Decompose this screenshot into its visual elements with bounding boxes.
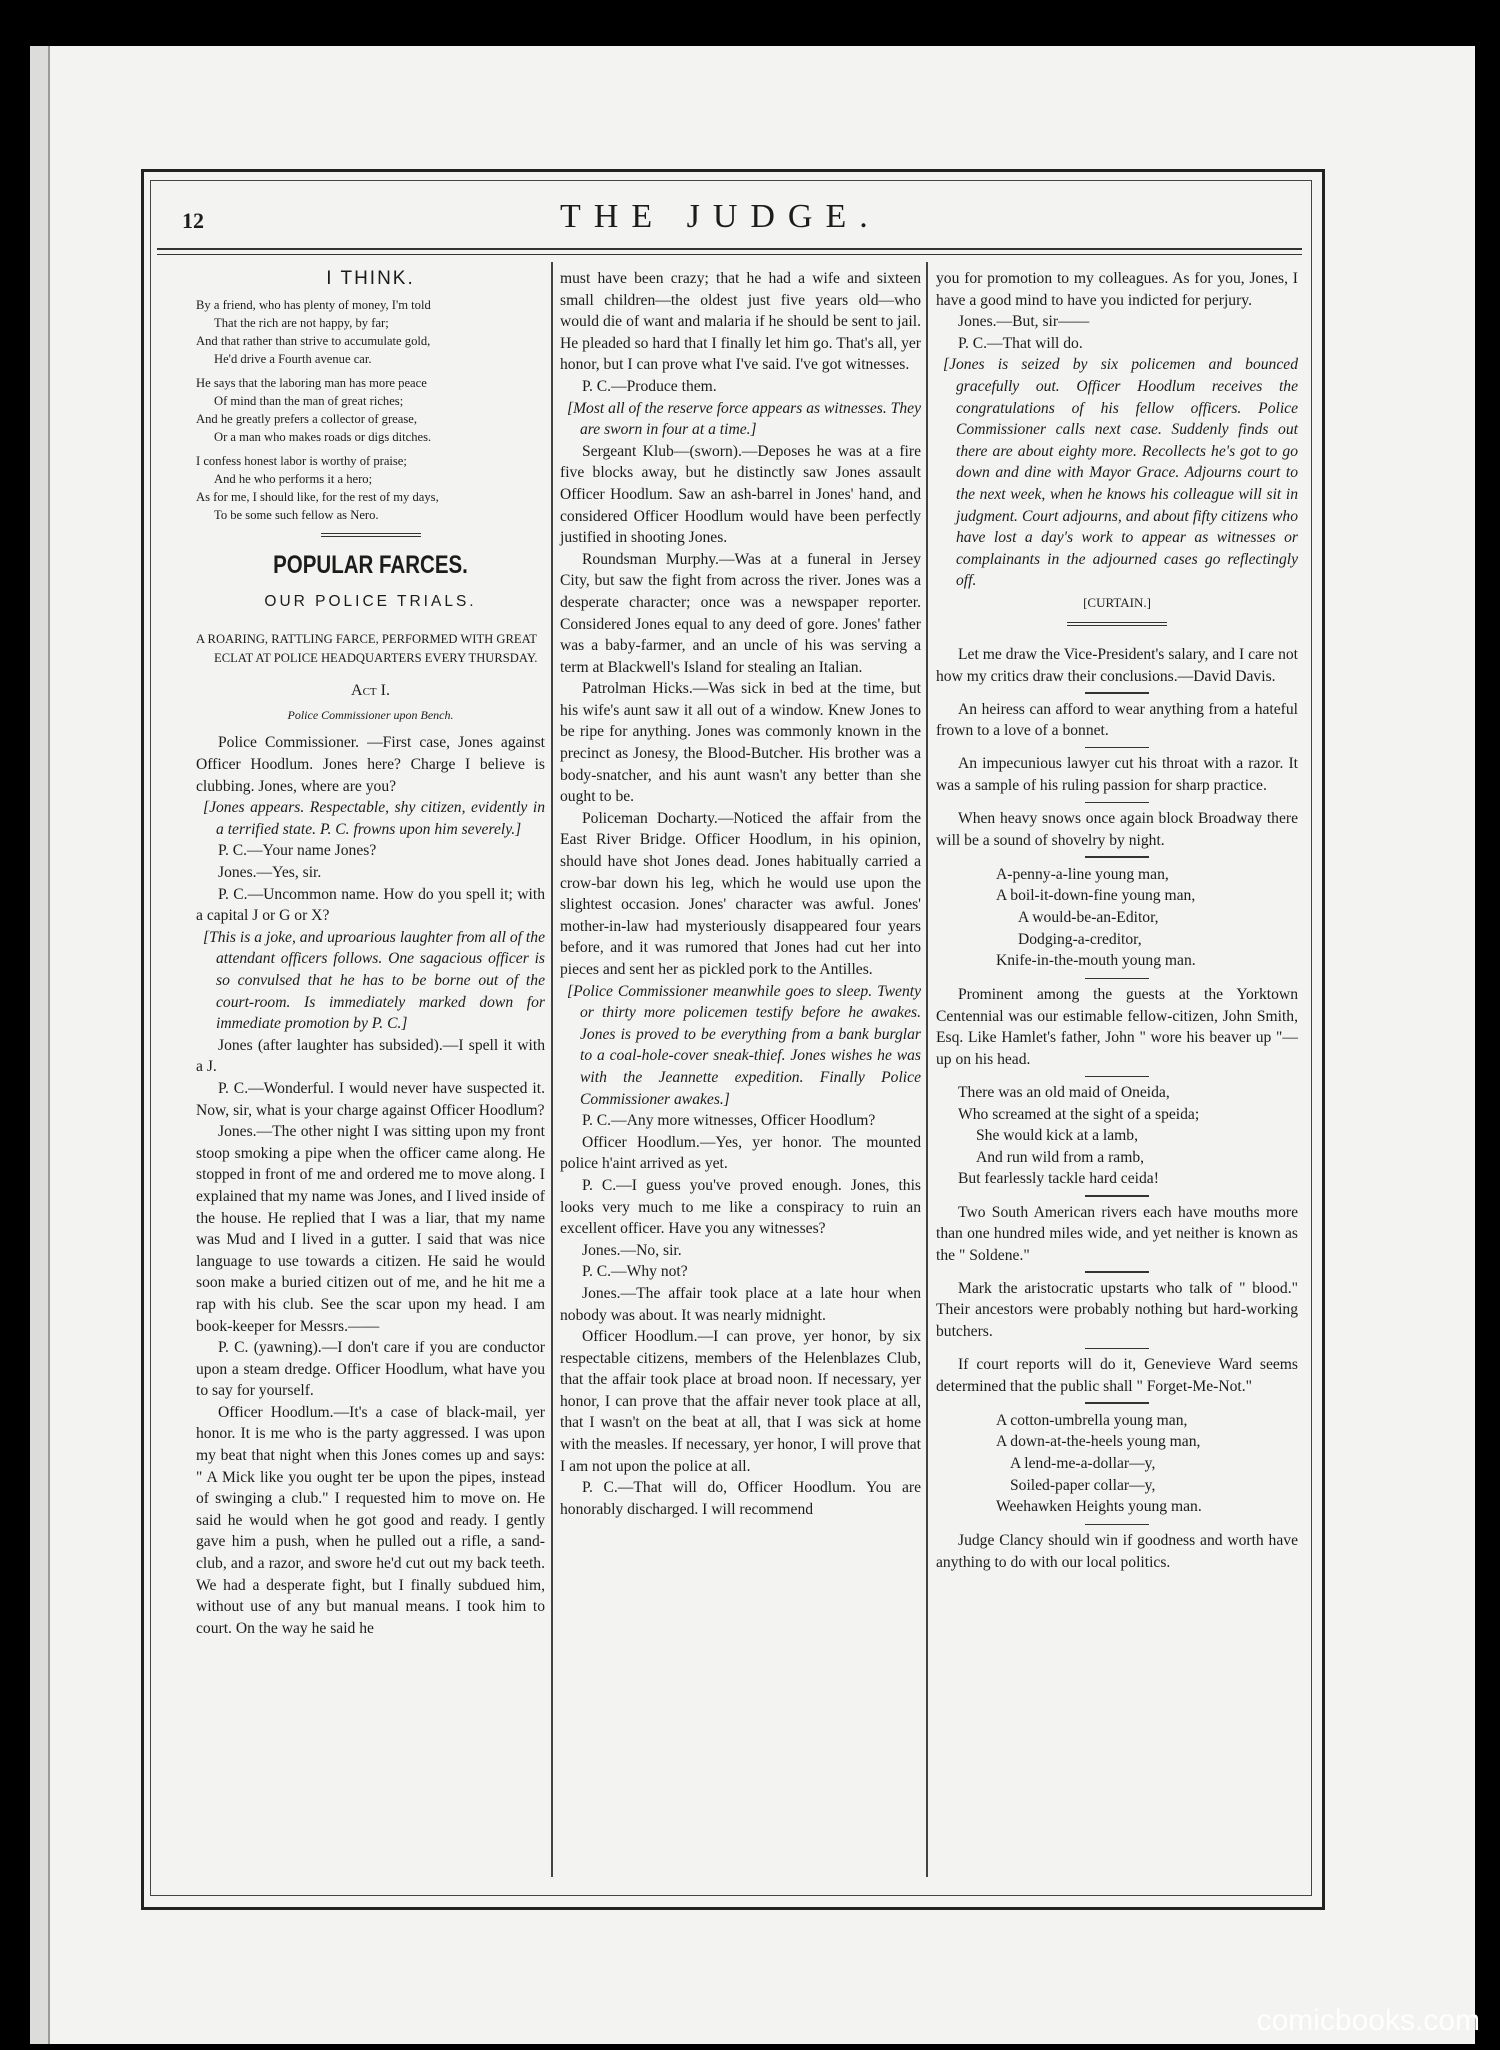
page-number: 12 bbox=[182, 208, 204, 233]
paragraph: Jones.—The other night I was sitting upon my front stoop smoking a pipe when the officer came along. He stopped in front of me and ordered me to move along. I explained that my name was Jones, and I lived inside of the house. He replied that I was a liar, that my name was Mud and I lived in a gutter. I said that was nice language to use towards a citizen. He said he would soon make a buried citizen out of me, and he hit me a rap with his club. See the scar upon my head. I am book-keeper for Messrs.—— bbox=[196, 1123, 545, 1335]
paragraph: An impecunious lawyer cut his throat with a razor. It was a sample of his ruling passion for sharp practice. bbox=[936, 755, 1298, 794]
verse-line: Who screamed at the sight of a speida; bbox=[958, 1105, 1200, 1123]
column-1 bbox=[196, 268, 545, 1639]
poem-line: And that rather than strive to accumulate gold, bbox=[196, 333, 431, 348]
separator bbox=[1085, 747, 1149, 749]
separator bbox=[1085, 1271, 1149, 1273]
paragraph: Officer Hoodlum.—I can prove, yer honor, by six respectable citizens, members of the Helenblazes Club, that the affair took place at broad noon. If necessary, yer honor, I can prove that the affair never took place at all, that I wasn't on the beat at all, that I was sick at home with the measles. If necessary, yer honor, I will prove that I am not upon the police at all. bbox=[560, 1328, 921, 1475]
column-divider bbox=[551, 262, 553, 1877]
verse-line: A-penny-a-line young man, bbox=[996, 865, 1169, 883]
paragraph: must have been crazy; that he had a wife and sixteen small children—the oldest just five years old—who would die of want and malaria if he should be sent to jail. He pleaded so hard that I finally let him go. That's all, yer honor, but I can prove what I've said. I've got witnesses. bbox=[560, 270, 921, 374]
verse-line: And run wild from a ramb, bbox=[976, 1148, 1145, 1166]
verse-line: Soiled-paper collar—y, bbox=[1010, 1476, 1156, 1494]
separator bbox=[1085, 1195, 1149, 1197]
separator bbox=[1085, 978, 1149, 980]
paragraph: P. C.—Why not? bbox=[582, 1263, 688, 1281]
section-rule bbox=[321, 536, 421, 537]
page-edge bbox=[30, 46, 50, 2044]
poem-line: Of mind than the man of great riches; bbox=[214, 393, 404, 408]
paragraph: P. C.—Wonderful. I would never have suspected it. Now, sir, what is your charge against Officer Hoodlum? bbox=[196, 1079, 545, 1119]
masthead-rule bbox=[157, 248, 1302, 250]
stage-direction: [This is a joke, and uproarious laughter from all of the attendant officers follows. One sagacious officer is so convulsed that he has to be borne out of the court-room. Is immediately marked down for immediate promotion by P. C.] bbox=[203, 928, 545, 1033]
separator bbox=[1085, 802, 1149, 804]
paragraph: Jones (after laughter has subsided).—I spell it with a J. bbox=[196, 1036, 545, 1076]
paragraph: Roundsman Murphy.—Was at a funeral in Jersey City, but saw the fight from across the river. Jones was a desperate character; once was a newspaper reporter. Considered Jones equal to any deed of gore. Jones' father was a baby-farmer, and an uncle of his was serving a term at Blackwell's Island for stealing an Italian. bbox=[560, 550, 921, 676]
separator bbox=[1085, 1348, 1149, 1350]
verse bbox=[936, 864, 1298, 972]
verse bbox=[936, 1410, 1298, 1518]
section-rule bbox=[1067, 622, 1167, 624]
verse-line: She would kick at a lamb, bbox=[976, 1127, 1138, 1145]
poem-line: He says that the laboring man has more peace bbox=[196, 375, 427, 390]
poem-line: That the rich are not happy, by far; bbox=[214, 315, 389, 330]
paragraph: Policeman Docharty.—Noticed the affair from the East River Bridge. Officer Hoodlum, in his opinion, should have shot Jones dead. Jones habitually carried a crow-bar down his leg, which he would use upon the slightest occasion. Jones' character was awful. Jones' mother-in-law had mysteriously disappeared four years before, and it was rumored that Jones had cut her into pieces and sent her as pickled pork to the Antilles. bbox=[560, 809, 921, 978]
paragraph: Officer Hoodlum.—It's a case of black-mail, yer honor. It is me who is the party aggressed. I was upon my beat that night when this Jones comes up and says: " A Mick like you ought ter be upon the pipes, instead of swinging a club." I requested him to move on. He said he would when he got good and ready. I gently gave him a push, when he pulled out a rifle, a sand-club, and a razor, and swore he'd cut out my back teeth. We had a desperate fight, but I finally subdued him, without use of any but manual means. I took him to court. On the way he said he bbox=[196, 1403, 545, 1637]
poem-line: To be some such fellow as Nero. bbox=[214, 507, 379, 522]
poem-line: By a friend, who has plenty of money, I'm told bbox=[196, 297, 431, 312]
curtain-note: [CURTAIN.] bbox=[1083, 594, 1151, 610]
column-2 bbox=[560, 268, 921, 1520]
paragraph: Officer Hoodlum.—Yes, yer honor. The mounted police h'aint arrived as yet. bbox=[560, 1133, 921, 1173]
watermark: comicbooks.com bbox=[1256, 2004, 1480, 2037]
column-divider bbox=[926, 262, 928, 1877]
paragraph: you for promotion to my colleagues. As for you, Jones, I have a good mind to have you indicted for perjury. bbox=[936, 270, 1298, 309]
section-title: POPULAR FARCES. bbox=[273, 551, 468, 580]
verse-line: But fearlessly tackle hard ceida! bbox=[958, 1170, 1159, 1188]
paragraph: Judge Clancy should win if goodness and worth have anything to do with our local politics. bbox=[936, 1532, 1298, 1571]
paragraph: Sergeant Klub—(sworn).—Deposes he was at a fire five blocks away, but he distinctly saw Jones assault Officer Hoodlum. Saw an ash-barrel in Jones' hand, and considered Officer Hoodlum would have been perfectly justified in shooting Jones. bbox=[560, 442, 921, 547]
verse-line: A boil-it-down-fine young man, bbox=[996, 887, 1196, 905]
verse-line: A lend-me-a-dollar—y, bbox=[1010, 1455, 1156, 1472]
paragraph: Mark the aristocratic upstarts who talk of " blood." Their ancestors were probably nothing but hard-working butchers. bbox=[936, 1279, 1298, 1341]
farce-description: A ROARING, RATTLING FARCE, PERFORMED WITH GREAT ECLAT AT POLICE HEADQUARTERS EVERY THURSDAY. bbox=[196, 632, 538, 666]
stage-direction: [Jones is seized by six policemen and bounced gracefully out. Officer Hoodlum receives the congratulations of his fellow officers. Police Commissioner calls next case. Suddenly finds out there are about eighty more. Recollects he's got to go down and dine with Mayor Grace. Adjourns court to the next week, when he knows his colleague will sit in judgment. Court adjourns, and about fifty citizens who have lost a day's work to appear as witnesses or complainants in the adjourned cases go reflectingly off. bbox=[943, 356, 1298, 590]
paragraph: Jones.—No, sir. bbox=[582, 1241, 682, 1259]
poem-line: Or a man who makes roads or digs ditches. bbox=[214, 429, 432, 444]
paragraph: Two South American rivers each have mouths more than one hundred miles wide, and yet neither is known as the " Soldene." bbox=[936, 1203, 1298, 1264]
paragraph: An heiress can afford to wear anything from a hateful frown to a love of a bonnet. bbox=[936, 700, 1298, 740]
paragraph: P. C.—I guess you've proved enough. Jones, this looks very much to me like a conspiracy to ruin an excellent officer. Have you any witnesses? bbox=[560, 1176, 921, 1238]
paragraph: P. C.—That will do. bbox=[958, 334, 1083, 352]
paragraph: If court reports will do it, Genevieve Ward seems determined that the public shall " Forget-Me-Not." bbox=[936, 1356, 1298, 1395]
masthead-title: THE JUDGE. bbox=[560, 198, 881, 235]
paragraph: Prominent among the guests at the Yorktown Centennial was our estimable fellow-citizen, John Smith, Esq. Like Hamlet's father, John " wore his beaver up "—up on his head. bbox=[936, 986, 1298, 1068]
paragraph: P. C.—Produce them. bbox=[582, 377, 717, 395]
separator bbox=[1085, 856, 1149, 858]
paragraph: P. C.—Uncommon name. How do you spell it; with a capital J or G or X? bbox=[196, 885, 545, 925]
poem-title: I THINK. bbox=[326, 268, 415, 289]
verse-line: Knife-in-the-mouth young man. bbox=[996, 952, 1196, 970]
poem-i-think bbox=[196, 296, 545, 524]
poem-line: I confess honest labor is worthy of praise; bbox=[196, 453, 407, 468]
stage-direction: [Jones appears. Respectable, shy citizen, evidently in a terrified state. P. C. frowns upon him severely.] bbox=[203, 799, 545, 838]
paragraph: Patrolman Hicks.—Was sick in bed at the time, but his wife's aunt saw it all out of a window. Knew Jones to be ripe for anything. Jones was commonly known in the precinct as Jonesy, the Blood-Butcher. His brother was a body-snatcher, and his aunt wasn't any better than she ought to be. bbox=[560, 680, 921, 806]
section-rule bbox=[321, 533, 421, 535]
section-subtitle: OUR POLICE TRIALS. bbox=[264, 592, 477, 610]
paragraph: P. C.—Any more witnesses, Officer Hoodlum? bbox=[582, 1112, 876, 1130]
separator bbox=[1085, 1402, 1149, 1404]
separator bbox=[1085, 692, 1149, 694]
verse-line: There was an old maid of Oneida, bbox=[958, 1084, 1170, 1102]
poem-line: He'd drive a Fourth avenue car. bbox=[214, 351, 372, 366]
poem-line: And he who performs it a hero; bbox=[214, 471, 373, 486]
paragraph: When heavy snows once again block Broadway there will be a sound of shovelry by night. bbox=[936, 810, 1298, 849]
poem-line: As for me, I should like, for the rest of my days, bbox=[196, 489, 439, 504]
verse-line: A would-be-an-Editor, bbox=[1018, 908, 1159, 926]
paragraph: P. C. (yawning).—I don't care if you are conductor upon a steam dredge. Officer Hoodlum, what have you to say for yourself. bbox=[196, 1339, 545, 1400]
stage-note: Police Commissioner upon Bench. bbox=[287, 707, 454, 722]
separator bbox=[1085, 1524, 1149, 1526]
paragraph: Police Commissioner. —First case, Jones against Officer Hoodlum. Jones here? Charge I believe is clubbing. Jones, where are you? bbox=[196, 734, 545, 795]
paragraph: Jones.—But, sir—— bbox=[958, 313, 1090, 331]
section-rule bbox=[1067, 625, 1167, 626]
separator bbox=[1085, 1076, 1149, 1078]
poem-line: And he greatly prefers a collector of grease, bbox=[196, 411, 417, 426]
stage-direction: [Most all of the reserve force appears as witnesses. They are sworn in four at a time.] bbox=[567, 399, 921, 439]
act-heading: Act I. bbox=[351, 682, 390, 700]
verse-line: A cotton-umbrella young man, bbox=[996, 1411, 1188, 1429]
verse-line: Dodging-a-creditor, bbox=[1018, 930, 1142, 948]
masthead-rule-thin bbox=[157, 254, 1302, 255]
column-3 bbox=[936, 268, 1298, 1573]
paragraph: Let me draw the Vice-President's salary, and I care not how my critics draw their conclusions.—David Davis. bbox=[936, 646, 1298, 685]
paragraph: Jones.—Yes, sir. bbox=[218, 864, 322, 882]
verse bbox=[936, 1082, 1298, 1190]
stage-direction: [Police Commissioner meanwhile goes to sleep. Twenty or thirty more policemen testify before he awakes. Jones is proved to be everything from a bank burglar to a coal-hole-cover sneak-thief. Jones wishes he was with the Jeannette expedition. Finally Police Commissioner awakes.] bbox=[567, 982, 921, 1108]
paragraph: P. C.—Your name Jones? bbox=[218, 842, 377, 860]
paragraph: P. C.—That will do, Officer Hoodlum. You are honorably discharged. I will recommend bbox=[560, 1479, 921, 1518]
verse-line: A down-at-the-heels young man, bbox=[996, 1433, 1201, 1451]
verse-line: Weehawken Heights young man. bbox=[996, 1498, 1202, 1516]
paragraph: Jones.—The affair took place at a late hour when nobody was about. It was nearly midnight. bbox=[560, 1284, 921, 1324]
